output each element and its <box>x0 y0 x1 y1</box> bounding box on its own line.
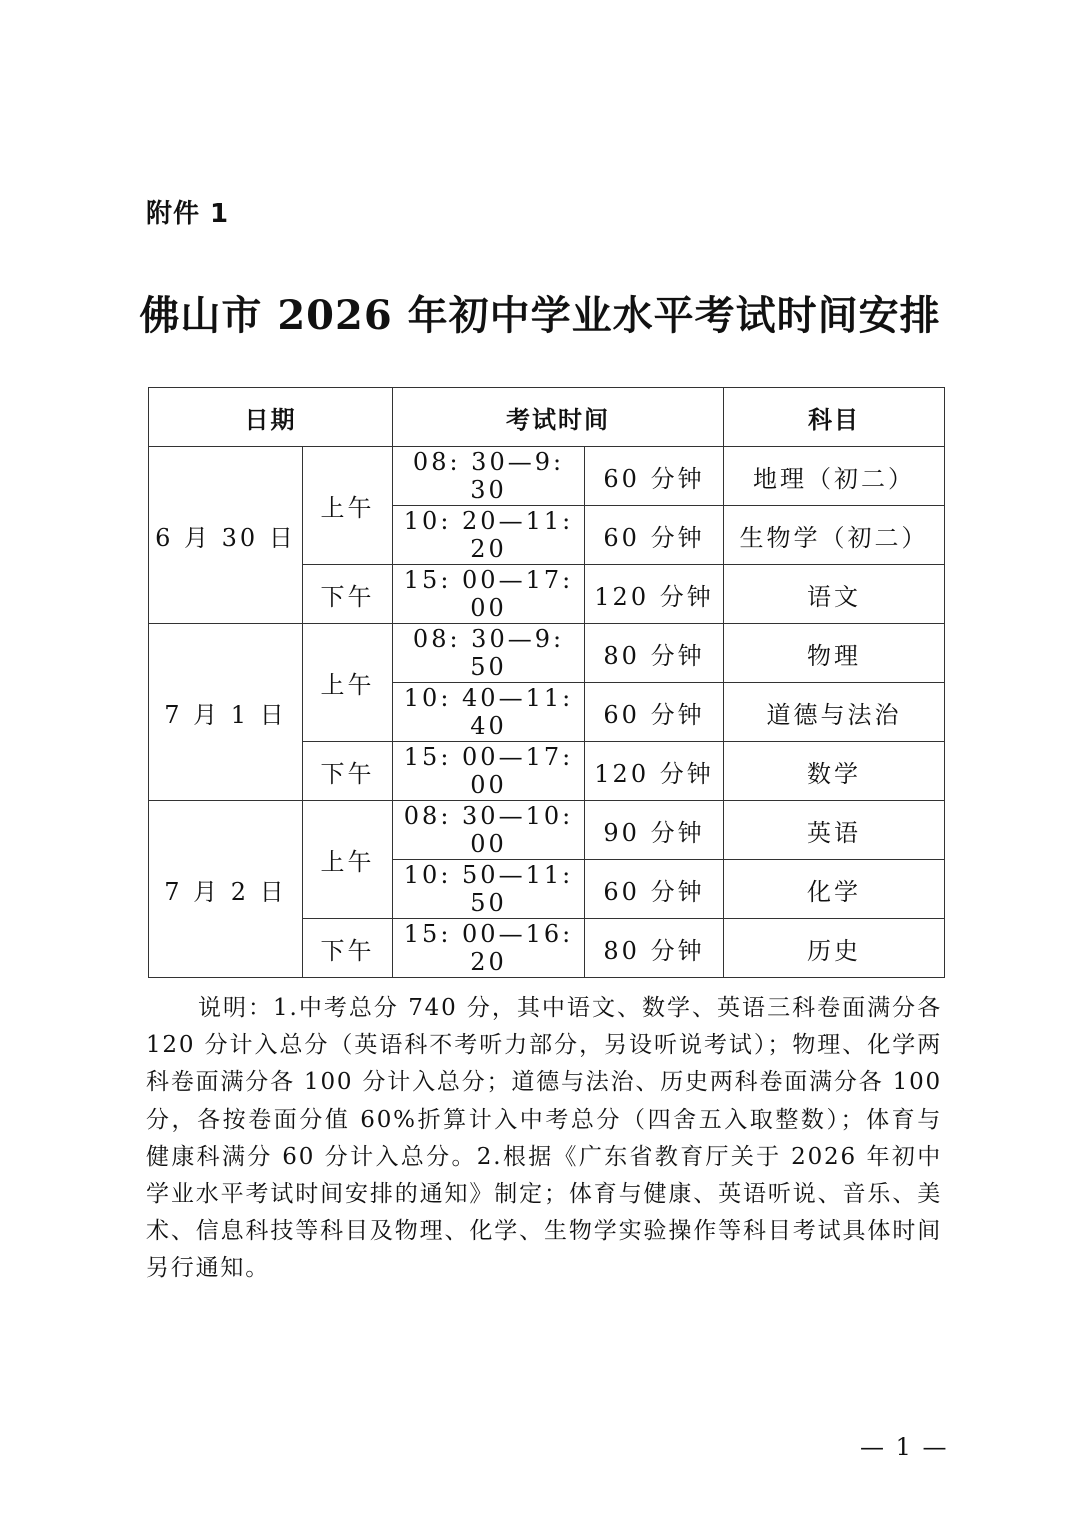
time-cell: 08: 30—9: 50 <box>393 624 585 683</box>
subject-cell: 生物学（初二） <box>724 506 945 565</box>
subject-cell: 物理 <box>724 624 945 683</box>
duration-cell: 60 分钟 <box>585 683 724 742</box>
subject-cell: 道德与法治 <box>724 683 945 742</box>
page-title: 佛山市 2026 年初中学业水平考试时间安排 <box>139 292 941 339</box>
period-morning: 上午 <box>303 624 393 742</box>
duration-cell: 90 分钟 <box>585 801 724 860</box>
time-cell: 15: 00—17: 00 <box>393 742 585 801</box>
time-cell: 10: 50—11: 50 <box>393 860 585 919</box>
subject-cell: 数学 <box>724 742 945 801</box>
period-morning: 上午 <box>303 447 393 565</box>
subject-cell: 地理（初二） <box>724 447 945 506</box>
subject-cell: 英语 <box>724 801 945 860</box>
header-subject: 科目 <box>724 388 945 447</box>
header-exam-time: 考试时间 <box>393 388 724 447</box>
attachment-label: 附件 1 <box>146 199 230 229</box>
duration-cell: 80 分钟 <box>585 919 724 978</box>
period-afternoon: 下午 <box>303 919 393 978</box>
date-cell: 7 月 2 日 <box>149 801 303 978</box>
duration-cell: 60 分钟 <box>585 506 724 565</box>
duration-cell: 60 分钟 <box>585 860 724 919</box>
duration-cell: 60 分钟 <box>585 447 724 506</box>
time-cell: 15: 00—16: 20 <box>393 919 585 978</box>
time-cell: 10: 20—11: 20 <box>393 506 585 565</box>
subject-cell: 历史 <box>724 919 945 978</box>
table-row <box>149 624 945 683</box>
table-header-row <box>149 388 945 447</box>
duration-cell: 80 分钟 <box>585 624 724 683</box>
period-morning: 上午 <box>303 801 393 919</box>
explanatory-note: 说明：1.中考总分 740 分，其中语文、数学、英语三科卷面满分各 120 分计入总分（英语科不考听力部分，另设听说考试）；物理、化学两科卷面满分各 100 分计入总分；道德与法治、历史两科卷面满分各 100 分，各按卷面分值 60%折算计入中考总分（四舍五入取整数）；体育与健康科满分 60 分计入总分。2.根据《广东省教育厅关于 2026 年初中学业水平考试时间安排的通知》制定；体育与健康、英语听说、音乐、美术、信息科技等科目及物理、化学、生物学实验操作等科目考试具体时间另行通知。 <box>146 995 942 1282</box>
subject-cell: 化学 <box>724 860 945 919</box>
duration-cell: 120 分钟 <box>585 742 724 801</box>
time-cell: 10: 40—11: 40 <box>393 683 585 742</box>
time-cell: 08: 30—10: 00 <box>393 801 585 860</box>
date-cell: 6 月 30 日 <box>149 447 303 624</box>
table-row <box>149 801 945 860</box>
page-number: — 1 — <box>860 1433 949 1461</box>
header-date: 日期 <box>149 388 393 447</box>
time-cell: 08: 30—9: 30 <box>393 447 585 506</box>
table-row <box>149 447 945 506</box>
period-afternoon: 下午 <box>303 565 393 624</box>
date-cell: 7 月 1 日 <box>149 624 303 801</box>
exam-schedule-table <box>148 387 945 978</box>
subject-cell: 语文 <box>724 565 945 624</box>
duration-cell: 120 分钟 <box>585 565 724 624</box>
time-cell: 15: 00—17: 00 <box>393 565 585 624</box>
period-afternoon: 下午 <box>303 742 393 801</box>
